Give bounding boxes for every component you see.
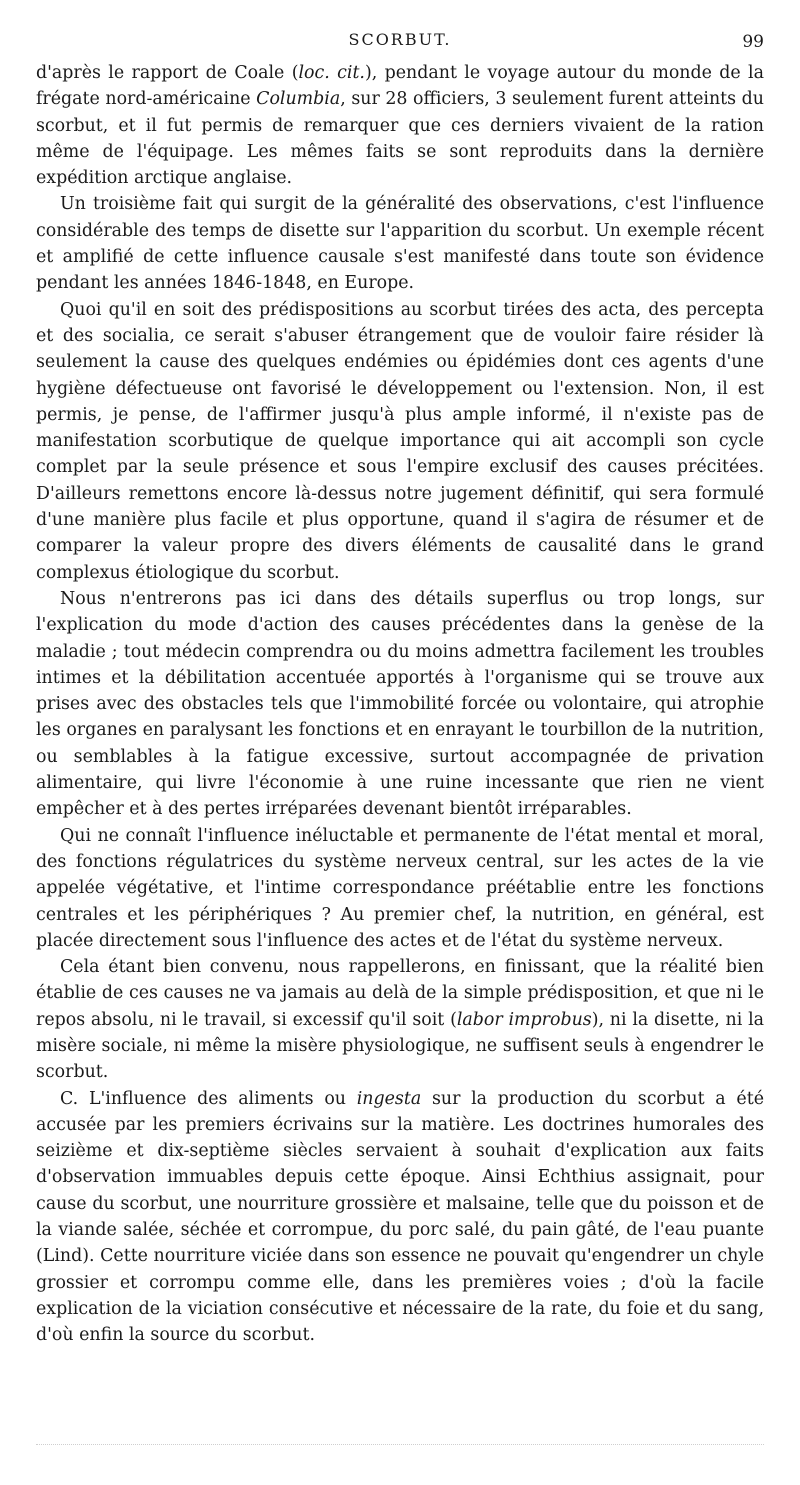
page-number: 99: [742, 32, 764, 52]
italic-text: labor improbus: [456, 1009, 592, 1030]
paragraph: [36, 586, 764, 823]
body-text: [36, 60, 764, 1349]
text-run: Qui ne connaît l'influence inéluctable et permanente de l'état mental et moral, des fonctions régulatrices du système nerveux central, sur les actes de la vie appelée végétative, et l'intime correspondance préétablie entre les fonctions centrales et les périphériques ? Au premier chef, la nutrition, en général, est placée directement sous l'influence des actes et de l'état du système nerveux.: [36, 825, 764, 951]
running-title: SCORBUT.: [348, 30, 452, 49]
text-run: Nous n'entrerons pas ici dans des détails superflus ou trop longs, sur l'explication du mode d'action des causes précédentes dans la genèse de la maladie ; tout médecin comprendra ou du moins admettra facilement les troubles intimes et la débilitation accentuée apportés à l'organisme qui se trouve aux prises avec des obstacles tels que l'immobilité forcée ou volontaire, qui atrophie les organes en paralysant les fonctions et en enrayant le tourbillon de la nutrition, ou semblables à la fatigue excessive, surtout accompagnée de privation alimentaire, qui livre l'économie à une ruine incessante que rien ne vient empêcher et à des pertes irréparées devenant bientôt irréparables.: [36, 588, 764, 820]
text-run: ), pendant le voyage autour du monde de la frégate nord-américaine: [36, 63, 764, 110]
paragraph: [36, 191, 764, 296]
italic-text: ingesta: [356, 1088, 422, 1109]
paragraph: [36, 954, 764, 1085]
text-run: d'après le rapport de Coale (: [36, 63, 299, 83]
footer-rule: [36, 1444, 764, 1447]
paragraph: [36, 823, 764, 954]
text-run: Un troisième fait qui surgit de la généralité des observations, c'est l'influence considérable des temps de disette sur l'apparition du scorbut. Un exemple récent et amplifié de cette influence causale s'est manifesté dans toute son évidence pendant les années 1846-1848, en Europe.: [36, 194, 764, 294]
text-run: C. L'influence des aliments ou: [60, 1088, 357, 1109]
running-head: [36, 30, 764, 54]
text-run: , sur 28 officiers, 3 seulement furent atteints du scorbut, et il fut permis de remarquer que ces derniers vivaient de la ration même de l'équipage. Les mêmes faits se sont reproduits dans la dernière expédition arctique anglaise.: [36, 89, 764, 189]
italic-text: loc. cit.: [298, 63, 365, 83]
paragraph: [36, 1086, 764, 1349]
text-run: Cela étant bien convenu, nous rappellerons, en finissant, que la réalité bien établie de ces causes ne va jamais au delà de la simple prédisposition, et que ni le repos absolu, ni le travail, si excessif qu'il soit (: [36, 957, 764, 1030]
italic-text: Columbia: [256, 89, 341, 110]
paragraph: [36, 60, 764, 191]
paragraph: [36, 297, 764, 586]
text-run: ), ni la disette, ni la misère sociale, ni même la misère physiologique, ne suffisent seuls à engendrer le scorbut.: [36, 1009, 764, 1083]
text-run: Quoi qu'il en soit des prédispositions au scorbut tirées des acta, des percepta et des socialia, ce serait s'abuser étrangement que de vouloir faire résider là seulement la cause des quelques endémies ou épidémies dont ces agents d'une hygiène défectueuse ont favorisé le développement ou l'extension. Non, il est permis, je pense, de l'affirmer jusqu'à plus ample informé, il n'existe pas de manifestation scorbutique de quelque importance qui ait accompli son cycle complet par la seule présence et sous l'empire exclusif des causes précitées. D'ailleurs remettons encore là-dessus notre jugement définitif, qui sera formulé d'une manière plus facile et plus opportune, quand il s'agira de résumer et de comparer la valeur propre des divers éléments de causalité dans le grand complexus étiologique du scorbut.: [36, 299, 764, 583]
text-run: sur la production du scorbut a été accusée par les premiers écrivains sur la matière. Les doctrines humorales des seizième et dix-septième siècles servaient à souhait d'explication aux faits d'observation immuables depuis cette époque. Ainsi Echthius assignait, pour cause du scorbut, une nourriture grossière et malsaine, telle que du poisson et de la viande salée, séchée et corrompue, du porc salé, du pain gâté, de l'eau puante (Lind). Cette nourriture viciée dans son essence ne pouvait qu'engendrer un chyle grossier et corrompu comme elle, dans les premières voies ; d'où la facile explication de la viciation consécutive et nécessaire de la rate, du foie et du sang, d'où enfin la source du scorbut.: [36, 1088, 764, 1346]
